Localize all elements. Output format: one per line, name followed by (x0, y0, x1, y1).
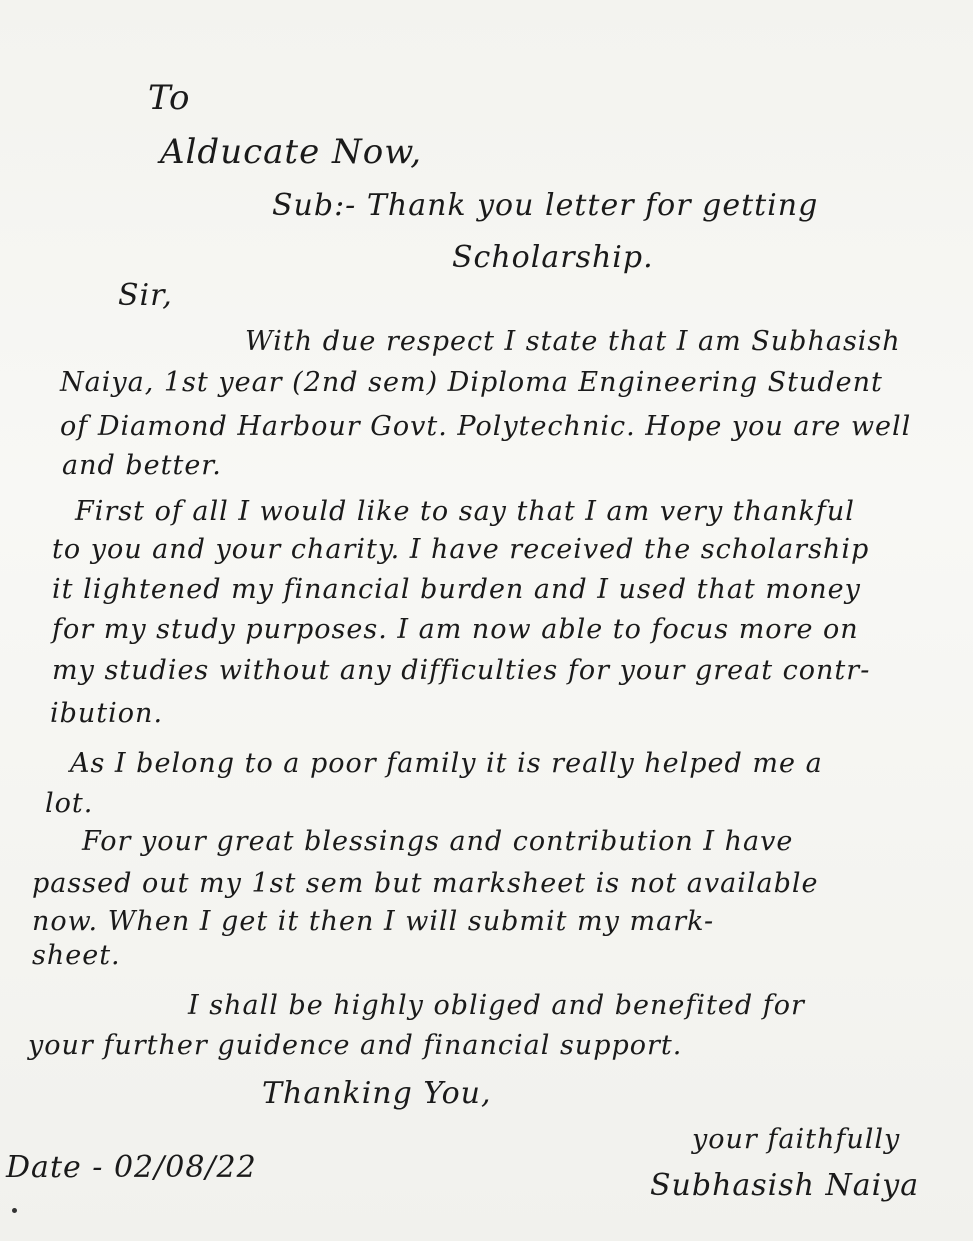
paragraph-1-line: Naiya, 1st year (2nd sem) Diploma Engineering Student (60, 367, 883, 398)
letter-to: To (148, 78, 191, 118)
letter-subject-line-1: Sub:- Thank you letter for getting (272, 188, 819, 223)
paragraph-5-line: your further guidence and financial support. (28, 1030, 683, 1061)
paragraph-1-line: With due respect I state that I am Subhasish (245, 326, 901, 357)
letter-date: Date - 02/08/22 (6, 1150, 257, 1185)
paragraph-5-line: I shall be highly obliged and benefited for (188, 990, 805, 1021)
paragraph-2-line: First of all I would like to say that I am very thankful (75, 496, 855, 527)
paragraph-2-line: my studies without any difficulties for your great contr- (52, 655, 871, 686)
paragraph-3-line: lot. (45, 788, 94, 819)
letter-signature: Subhasish Naiya (650, 1168, 920, 1203)
paragraph-1-line: of Diamond Harbour Govt. Polytechnic. Hope you are well (60, 411, 912, 442)
letter-salutation: Sir, (118, 278, 173, 313)
paragraph-2-line: to you and your charity. I have received the scholarship (52, 534, 870, 565)
paragraph-4-line: now. When I get it then I will submit my mark- (32, 906, 715, 937)
paragraph-2-line: ibution. (50, 698, 164, 729)
letter-recipient: Alducate Now, (160, 132, 423, 172)
letter-subject-line-2: Scholarship. (452, 240, 654, 275)
paragraph-2-line: it lightened my financial burden and I used that money (52, 574, 861, 605)
ink-dot (12, 1208, 17, 1213)
paragraph-1-line: and better. (62, 450, 222, 481)
paragraph-4-line: sheet. (32, 940, 121, 971)
paragraph-4-line: passed out my 1st sem but marksheet is not available (32, 868, 819, 899)
paragraph-4-line: For your great blessings and contribution I have (82, 826, 794, 857)
letter-signoff: your faithfully (692, 1124, 901, 1155)
paragraph-2-line: for my study purposes. I am now able to focus more on (52, 614, 859, 645)
letter-closing: Thanking You, (262, 1076, 492, 1111)
paragraph-3-line: As I belong to a poor family it is really helped me a (70, 748, 823, 779)
